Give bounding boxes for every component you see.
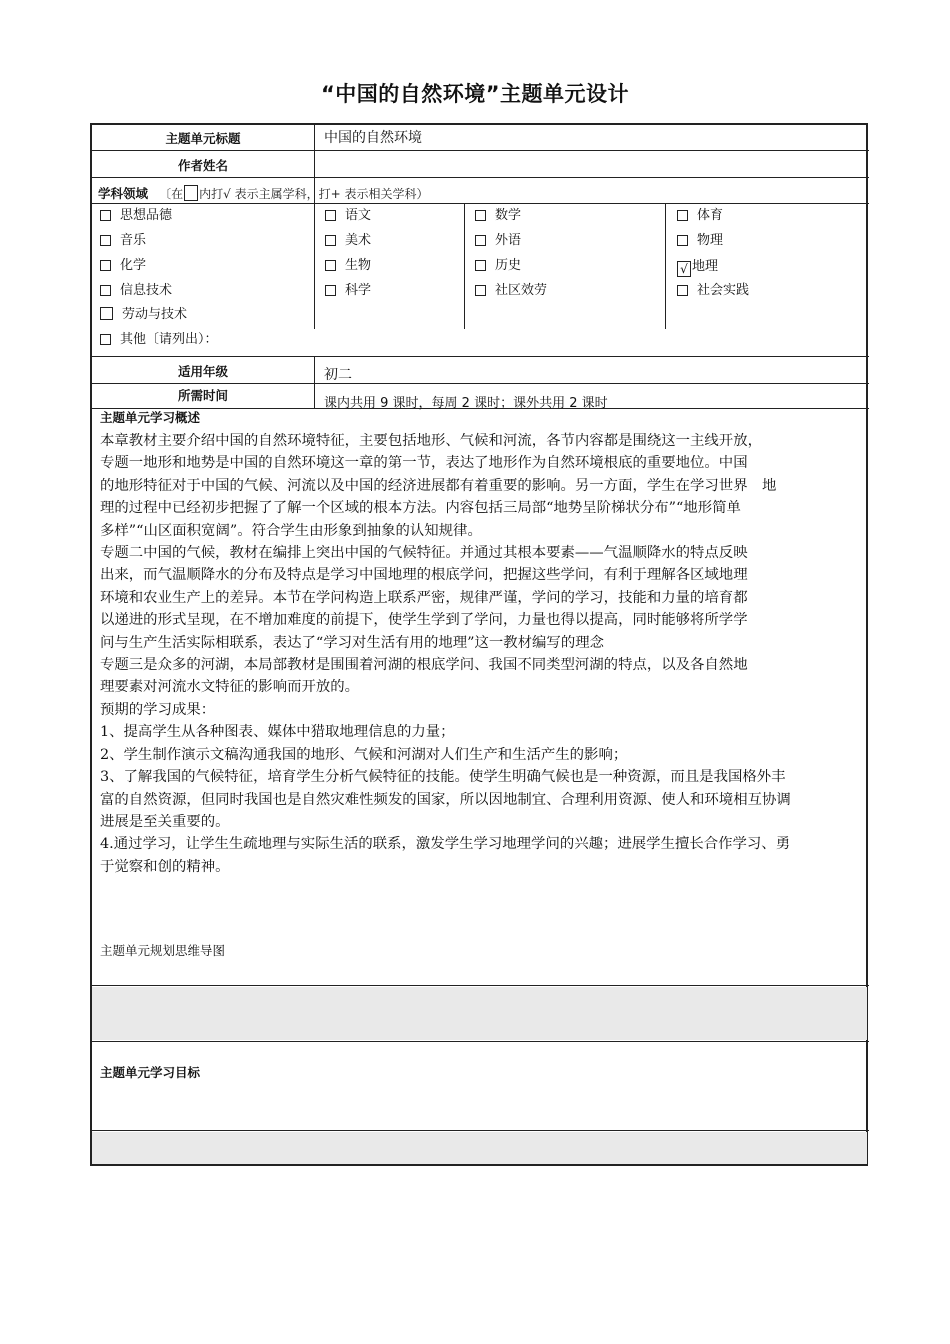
mindmap-content-area[interactable] <box>92 987 867 1040</box>
subject-checkbox-item[interactable]: 信息技术 <box>100 282 172 300</box>
unit-title-label: 主题单元标题 <box>165 131 241 146</box>
subject-checkbox-item[interactable]: 历史 <box>475 257 521 275</box>
checkbox-icon[interactable] <box>100 334 111 345</box>
checkbox-icon[interactable] <box>325 260 336 271</box>
subject-checkbox-item[interactable]: 数学 <box>475 207 521 225</box>
checkbox-icon[interactable] <box>325 285 336 296</box>
grade-value[interactable]: 初二 <box>324 367 352 383</box>
objectives-heading: 主题单元学习目标 <box>100 1065 201 1080</box>
subject-area-hint-post: 内打√ 表示主属学科，打+ 表示相关学科） <box>199 187 429 201</box>
checkbox-icon[interactable] <box>100 260 111 271</box>
overview-body <box>100 430 875 878</box>
column-divider <box>464 204 465 329</box>
subject-checkbox-item[interactable]: 社会实践 <box>677 282 749 300</box>
overview-line: 专题一地形和地势是中国的自然环境这一章的第一节，表达了地形作为自然环境根底的重要地位。中国 <box>100 455 748 472</box>
author-label: 作者姓名 <box>177 158 228 173</box>
subject-checkbox-item[interactable]: 科学 <box>325 282 371 300</box>
column-divider <box>314 204 315 329</box>
subject-checkbox-item[interactable]: 化学 <box>100 257 146 275</box>
checkbox-icon[interactable] <box>475 210 486 221</box>
overview-line: 以递进的形式呈现，在不增加难度的前提下，使学生学到了学问，力量也得以提高，同时能够将所学学 <box>100 612 748 629</box>
subject-area-hint-pre: 〔在 <box>159 187 184 201</box>
column-divider <box>665 204 666 329</box>
subject-checkbox-item[interactable]: 其他〔请列出）： <box>100 331 218 349</box>
overview-line: 专题二中国的气候，教材在编排上突出中国的气候特征。并通过其根本要素——气温顺降水的特点反映 <box>100 545 748 562</box>
overview-line: 环境和农业生产上的差异。本节在学问构造上联系严密，规律严谨，学问的学习，技能和力量的培育都 <box>100 589 748 606</box>
overview-line: 2、学生制作演示文稿沟通我国的地形、气候和河湖对人们生产和生活产生的影响； <box>100 746 628 763</box>
subject-checkbox-item[interactable]: 社区效劳 <box>475 282 547 300</box>
time-label: 所需时间 <box>177 388 228 403</box>
subject-checkbox-item[interactable]: 物理 <box>677 232 723 250</box>
row-divider <box>90 985 869 986</box>
page-title: “中国的自然环境”主题单元设计 <box>320 82 630 106</box>
overview-line: 理的过程中已经初步把握了了解一个区域的根本方法。内容包括三局部“地势呈阶梯状分布”“地形简单 <box>100 500 741 517</box>
overview-line: 3、了解我国的气候特征，培育学生分析气候特征的技能。使学生明确气候也是一种资源，而且是我国格外丰 <box>100 769 786 786</box>
grade-label: 适用年级 <box>177 364 228 379</box>
row-divider <box>90 1130 869 1131</box>
row-divider <box>90 150 869 151</box>
subject-checkbox-item[interactable]: 外语 <box>475 232 521 250</box>
checkmark-icon[interactable]: √ <box>677 261 691 277</box>
checkbox-icon[interactable] <box>677 235 688 246</box>
checkbox-icon[interactable] <box>100 307 113 320</box>
subject-area-label: 学科领域 <box>98 186 149 201</box>
checkbox-sample-icon <box>184 185 198 201</box>
overview-line: 4.通过学习，让学生生疏地理与实际生活的联系，激发学生学习地理学问的兴趣；进展学生擅长合作学习、勇 <box>100 836 791 853</box>
checkbox-icon[interactable] <box>475 235 486 246</box>
overview-line: 1、提高学生从各种图表、媒体中猎取地理信息的力量； <box>100 724 455 741</box>
checkbox-icon[interactable] <box>100 285 111 296</box>
row-divider <box>90 203 869 204</box>
overview-line: 于觉察和创的精神。 <box>100 858 230 875</box>
checkbox-icon[interactable] <box>677 210 688 221</box>
overview-line: 出来，而气温顺降水的分布及特点是学习中国地理的根底学问，把握这些学问，有利于理解各区域地理 <box>100 567 748 584</box>
subject-checkbox-item[interactable]: 美术 <box>325 232 371 250</box>
row-divider <box>90 177 869 178</box>
checkbox-icon[interactable] <box>325 210 336 221</box>
subject-checkbox-item[interactable]: 生物 <box>325 257 371 275</box>
overview-line: 问与生产生活实际相联系，表达了“学习对生活有用的地理”这一教材编写的理念 <box>100 634 604 651</box>
overview-line: 理要素对河流水文特征的影响而开放的。 <box>100 679 360 696</box>
row-divider <box>90 1041 869 1042</box>
row-divider <box>90 383 869 384</box>
checkbox-icon[interactable] <box>475 260 486 271</box>
mindmap-heading: 主题单元规划思维导图 <box>100 943 226 958</box>
subject-area-header <box>98 183 428 202</box>
row-divider <box>90 356 869 357</box>
time-value[interactable]: 课内共用 9 课时，每周 2 课时；课外共用 2 课时 <box>324 396 608 411</box>
overview-line: 本章教材主要介绍中国的自然环境特征，主要包括地形、气候和河流，各节内容都是围绕这一主线开放， <box>100 433 762 449</box>
overview-line: 的地形特征对于中国的气候、河流以及中国的经济进展都有着重要的影响。另一方面，学生在学习世界 地 <box>100 477 777 494</box>
subject-checkbox-item[interactable]: √ 地理 <box>677 258 718 276</box>
overview-line: 进展是至关重要的。 <box>100 813 230 830</box>
objectives-content-area[interactable] <box>92 1132 867 1164</box>
subject-checkbox-item[interactable]: 语文 <box>325 207 371 225</box>
subject-checkbox-item[interactable]: 思想品德 <box>100 207 172 225</box>
subject-checkbox-item[interactable]: 音乐 <box>100 232 146 250</box>
subject-checkbox-item[interactable]: 劳动与技术 <box>100 306 187 324</box>
subject-checkbox-item[interactable]: 体育 <box>677 207 723 225</box>
overview-line: 专题三是众多的河湖，本局部教材是围围着河湖的根底学问、我国不同类型河湖的特点，以及各自然地 <box>100 657 748 674</box>
checkbox-icon[interactable] <box>325 235 336 246</box>
checkbox-icon[interactable] <box>677 285 688 296</box>
unit-title-value[interactable]: 中国的自然环境 <box>324 130 422 146</box>
checkbox-icon[interactable] <box>475 285 486 296</box>
overview-line: 富的自然资源，但同时我国也是自然灾难性频发的国家，所以因地制宜、合理利用资源、使人和环境相互协调 <box>100 791 791 808</box>
overview-line: 预期的学习成果： <box>100 701 216 718</box>
checkbox-icon[interactable] <box>100 235 111 246</box>
checkbox-icon[interactable] <box>100 210 111 221</box>
overview-line: 多样”“山区面积宽阔”。符合学生由形象到抽象的认知规律。 <box>100 522 482 539</box>
overview-heading: 主题单元学习概述 <box>100 410 201 425</box>
